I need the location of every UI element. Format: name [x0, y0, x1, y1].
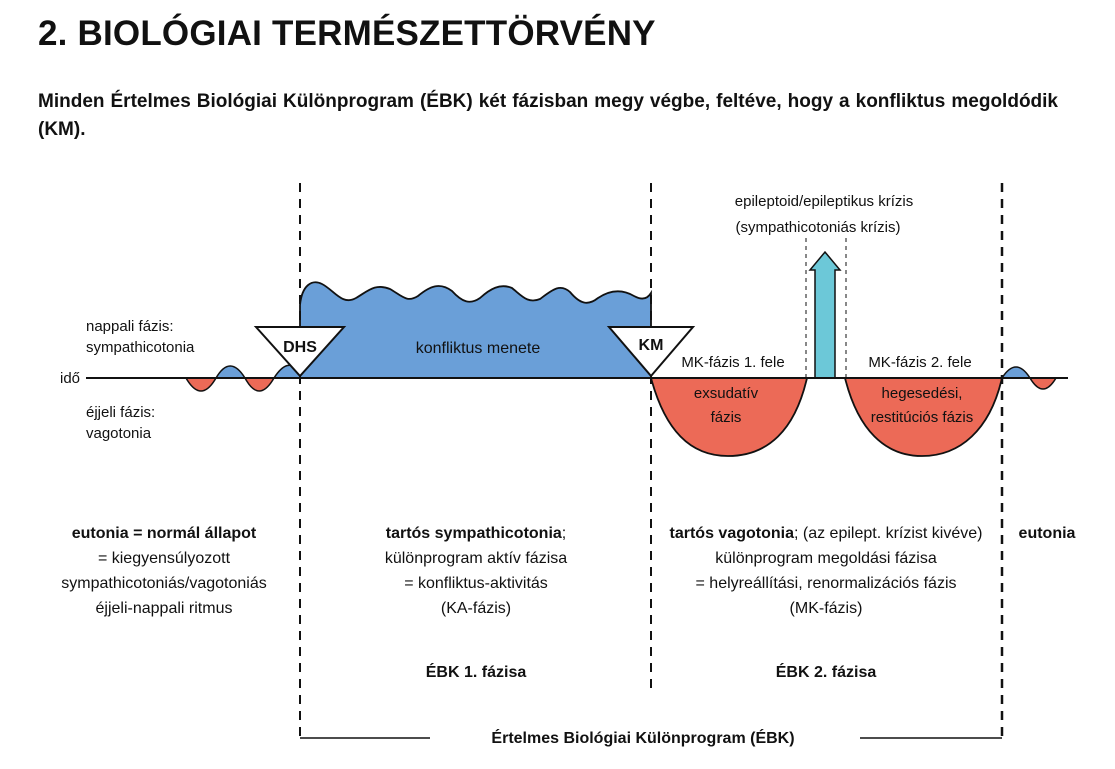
conflict-active-area	[300, 282, 651, 378]
conflict-course-label: konfliktus menete	[415, 340, 541, 357]
dhs-label: DHS	[283, 339, 317, 356]
phase1-heading: tartós sympathicotonia;	[385, 525, 567, 542]
day-phase-line-2: sympathicotonia	[86, 339, 195, 356]
exudative-line-2: fázis	[710, 409, 742, 426]
eutonia-right-heading: eutonia	[1018, 525, 1076, 542]
phase1-line-3: (KA-fázis)	[440, 600, 512, 617]
km-label: KM	[638, 337, 664, 354]
phase1-line-2: = konfliktus-aktivitás	[404, 575, 548, 592]
mk-second-half-label: MK-fázis 2. fele	[868, 354, 972, 371]
axis-label: idő	[60, 370, 81, 387]
night-phase-line-1: éjjeli fázis:	[86, 404, 156, 421]
page-title: 2. BIOLÓGIAI TERMÉSZETTÖRVÉNY	[38, 14, 656, 53]
phase2-line-3: (MK-fázis)	[789, 600, 863, 617]
page-subtitle: Minden Értelmes Biológiai Különprogram (ÉBK) két fázisban megy végbe, feltéve, hogy a konfliktus megoldódik (KM).	[38, 91, 1058, 140]
eutonia-left-line-1: = kiegyensúlyozott	[97, 550, 231, 567]
phase2-line-2: = helyreállítási, renormalizációs fázis	[695, 575, 957, 592]
night-wave-1	[186, 378, 216, 391]
crisis-label-line-1: epileptoid/epileptikus krízis	[734, 193, 914, 210]
phase1-footer: ÉBK 1. fázisa	[425, 664, 527, 681]
crisis-arrow	[810, 252, 840, 378]
crisis-label-line-2: (sympathicotoniás krízis)	[735, 219, 901, 236]
phase2-heading: tartós vagotonia; (az epilept. krízist kivéve)	[669, 525, 983, 542]
night-wave-3	[1030, 378, 1056, 389]
phase2-line-1: különprogram megoldási fázisa	[715, 550, 937, 567]
eutonia-left-line-3: éjjeli-nappali ritmus	[95, 600, 233, 617]
eutonia-left-line-2: sympathicotoniás/vagotoniás	[61, 575, 267, 592]
night-wave-2	[245, 378, 274, 391]
day-phase-line-1: nappali fázis:	[86, 318, 174, 335]
bracket-label: Értelmes Biológiai Különprogram (ÉBK)	[491, 730, 795, 747]
day-wave-1	[216, 366, 245, 378]
night-phase-line-2: vagotonia	[86, 425, 152, 442]
phase1-line-1: különprogram aktív fázisa	[384, 550, 568, 567]
scarring-line-2: restitúciós fázis	[870, 409, 974, 426]
day-wave-3	[1002, 367, 1030, 378]
mk-first-half-label: MK-fázis 1. fele	[681, 354, 785, 371]
eutonia-left-heading: eutonia = normál állapot	[71, 525, 257, 542]
scarring-line-1: hegesedési,	[881, 385, 963, 402]
exudative-line-1: exsudatív	[693, 385, 759, 402]
phase2-footer: ÉBK 2. fázisa	[775, 664, 877, 681]
